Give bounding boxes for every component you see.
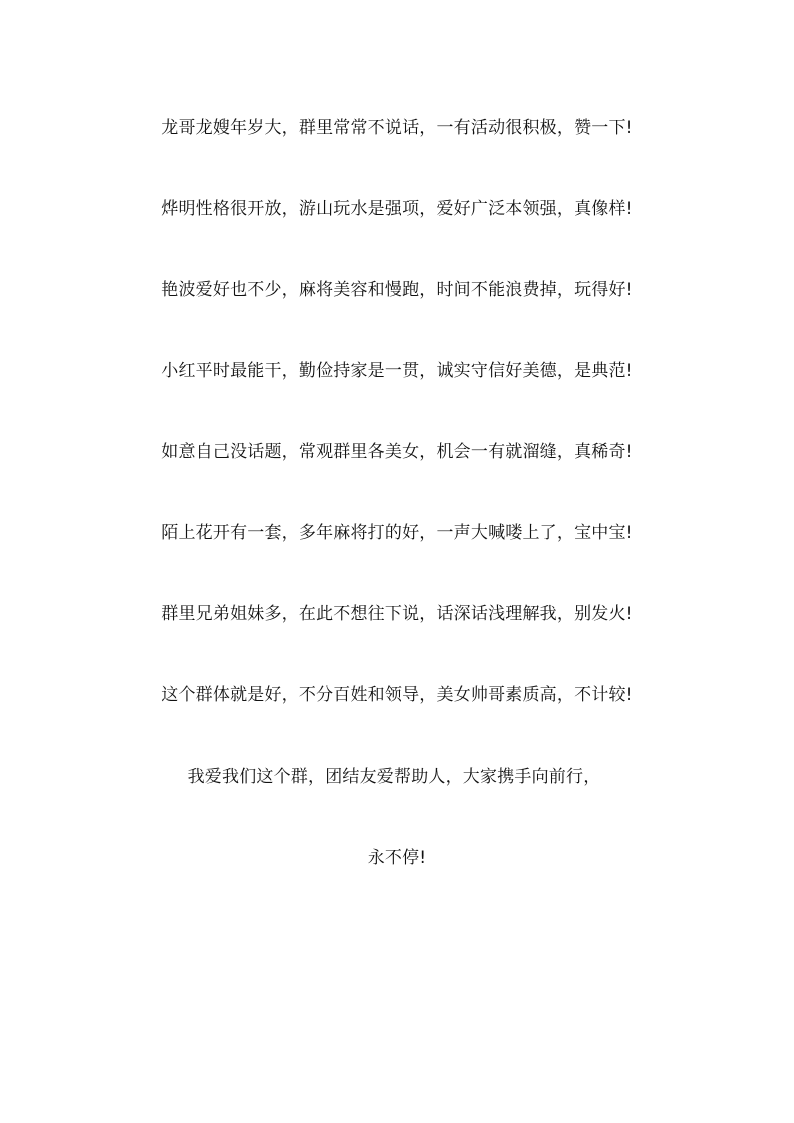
- poem-closing-line: 永不停!: [367, 848, 427, 868]
- poem-line-4: 小红平时最能干，勤俭持家是一贯，诚实守信好美德，是典范!: [161, 361, 633, 381]
- poem-line-5: 如意自己没话题，常观群里各美女，机会一有就溜缝，真稀奇!: [161, 442, 633, 462]
- poem-line-6: 陌上花开有一套，多年麻将打的好，一声大喊喽上了，宝中宝!: [161, 523, 633, 543]
- poem-line-2: 烨明性格很开放，游山玩水是强项，爱好广泛本领强，真像样!: [161, 199, 633, 219]
- poem-line-8: 这个群体就是好，不分百姓和领导，美女帅哥素质高，不计较!: [161, 685, 633, 705]
- poem-line-9: 我爱我们这个群，团结友爱帮助人，大家携手向前行，: [187, 767, 601, 787]
- poem-line-1: 龙哥龙嫂年岁大，群里常常不说话，一有活动很积极，赞一下!: [161, 118, 633, 138]
- poem-line-7: 群里兄弟姐妹多，在此不想往下说，话深话浅理解我，别发火!: [161, 604, 633, 624]
- poem-line-3: 艳波爱好也不少，麻将美容和慢跑，时间不能浪费掉，玩得好!: [161, 280, 633, 300]
